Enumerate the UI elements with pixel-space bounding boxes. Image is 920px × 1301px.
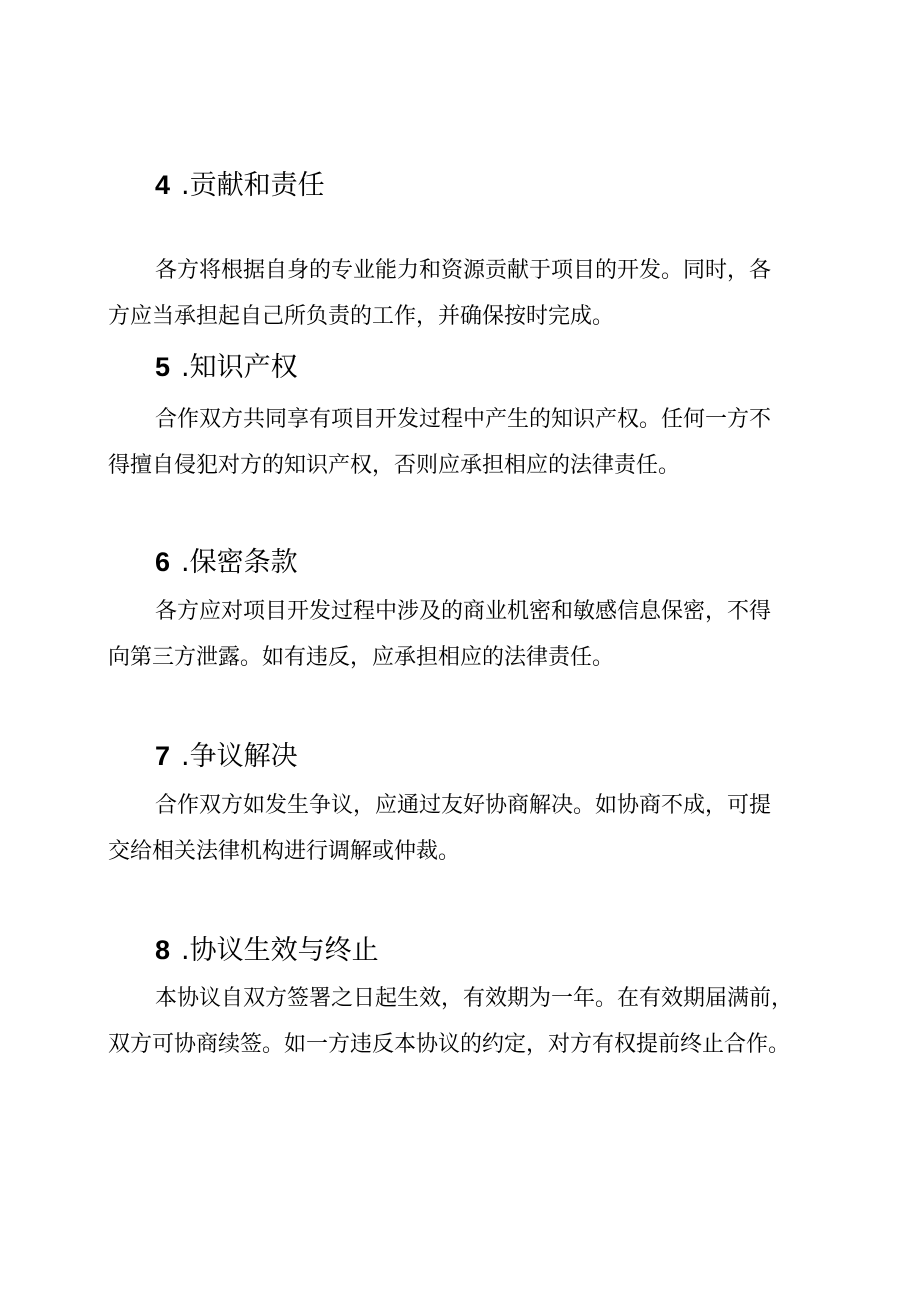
section-heading-5 [155,354,298,381]
paragraph-line: 各方将根据自身的专业能力和资源贡献于项目的开发。同时，各 [155,258,772,283]
paragraph-line: 双方可协商续签。如一方违反本协议的约定，对方有权提前终止合作。 [108,1032,791,1057]
section-paragraph-6 [108,601,808,669]
section-paragraph-5 [108,409,808,477]
section-heading-4 [155,172,325,199]
paragraph-line: 合作双方如发生争议，应通过友好协商解决。如协商不成，可提 [155,793,772,818]
paragraph-line: 向第三方泄露。如有违反，应承担相应的法律责任。 [108,645,615,670]
paragraph-line: 本协议自双方签署之日起生效，有效期为一年。在有效期届满前， [155,986,794,1011]
paragraph-line: 方应当承担起自己所负责的工作，并确保按时完成。 [108,304,615,329]
section-title: .知识产权 [181,352,298,383]
paragraph-line: 各方应对项目开发过程中涉及的商业机密和敏感信息保密，不得 [155,599,772,624]
section-paragraph-8 [108,988,808,1056]
paragraph-line: 合作双方共同享有项目开发过程中产生的知识产权。任何一方不 [155,407,772,432]
section-number: 5 [155,352,171,382]
section-heading-7 [155,743,298,770]
paragraph-line: 交给相关法律机构进行调解或仲裁。 [108,839,461,864]
section-title: .贡献和责任 [181,170,325,201]
section-heading-6 [155,549,298,576]
paragraph-line: 得擅自侵犯对方的知识产权，否则应承担相应的法律责任。 [108,453,681,478]
section-number: 6 [155,547,171,577]
section-number: 7 [155,741,171,771]
section-title: .保密条款 [181,547,298,578]
section-heading-8 [155,937,379,964]
section-paragraph-7 [108,795,808,863]
section-paragraph-4 [108,260,808,328]
section-title: .协议生效与终止 [181,935,379,966]
section-title: .争议解决 [181,741,298,772]
section-number: 4 [155,170,171,200]
section-number: 8 [155,935,171,965]
